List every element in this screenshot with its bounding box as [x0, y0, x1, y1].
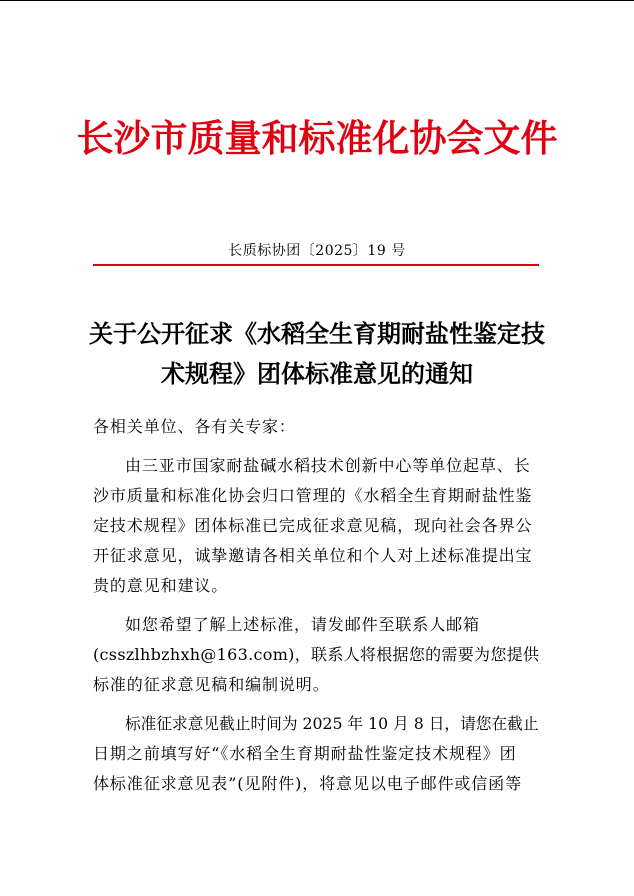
paragraph-line: 由三亚市国家耐盐碱水稻技术创新中心等单位起草、长 — [125, 456, 531, 475]
paragraph-line: 标准征求意见截止时间为 2025 年 10 月 8 日，请您在截止 — [125, 714, 539, 733]
paragraph-line: 日期之前填写好“《水稻全生育期耐盐性鉴定技术规程》团 — [93, 744, 517, 763]
red-separator-line — [93, 264, 539, 266]
top-border-line — [0, 0, 634, 1]
paragraph-line: 标准的征求意见稿和编制说明。 — [93, 675, 330, 694]
notice-title-line: 术规程》团体标准意见的通知 — [161, 359, 473, 388]
paragraph-line: 体标准征求意见表”(见附件)，将意见以电子邮件或信函等 — [93, 774, 522, 793]
notice-title — [86, 314, 548, 394]
body-paragraph — [93, 451, 541, 601]
paragraph-line: 开征求意见，诚挚邀请各相关单位和个人对上述标准提出宝 — [93, 546, 533, 565]
paragraph-line: 沙市质量和标准化协会归口管理的《水稻全生育期耐盐性鉴 — [93, 486, 533, 505]
notice-body — [93, 412, 541, 799]
paragraph-line: 贵的意见和建议。 — [93, 576, 229, 595]
notice-title-line: 关于公开征求《水稻全生育期耐盐性鉴定技 — [89, 319, 545, 348]
paragraph-line: 如您希望了解上述标准，请发邮件至联系人邮箱 — [125, 615, 480, 634]
issuing-organization-title: 长沙市质量和标准化协会文件 — [76, 116, 558, 160]
paragraph-line: 定技术规程》团体标准已完成征求意见稿，现向社会各界公 — [93, 516, 533, 535]
body-paragraph — [93, 709, 541, 799]
body-paragraph — [93, 610, 541, 700]
paragraph-line-email: (csszlhbzhxh@163.com)，联系人将根据您的需要为您提供 — [93, 645, 540, 664]
document-number: 长质标协团〔2025〕19 号 — [228, 243, 406, 259]
salutation: 各相关单位、各有关专家： — [93, 417, 296, 436]
